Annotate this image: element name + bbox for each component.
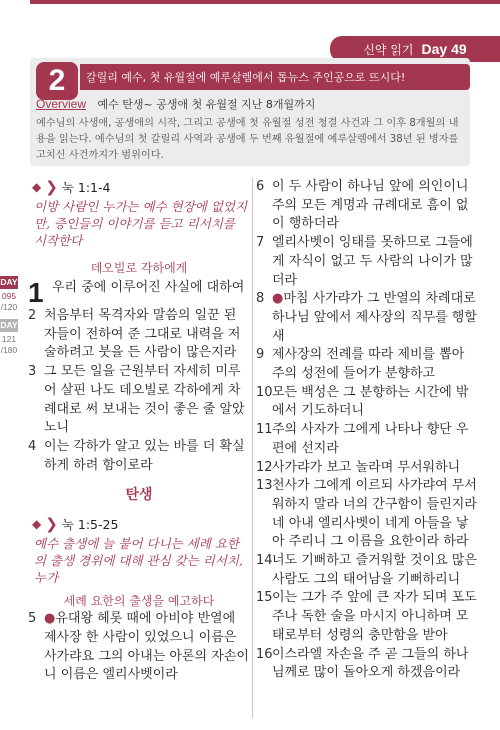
verse-7: 7 엘리사벳이 잉태를 못하므로 그들에게 자식이 없고 두 사람의 나이가 많더라 <box>256 235 473 288</box>
reference-2 <box>32 515 250 533</box>
overview-label: Overview <box>36 97 87 111</box>
reference-1 <box>32 178 250 196</box>
verse-12: 12 사가랴가 보고 놀라며 무서워하니 <box>256 459 461 475</box>
verse-text: 우리 중에 이루어진 사실에 대하여 <box>52 280 245 295</box>
verse-5: 5 ●유대왕 헤롯 때에 아비야 반열에 제사장 한 사람이 있었으니 이름은 사가랴요 그의 아내는 아론의 자손이니 이름은 엘리사벳이라 <box>28 611 249 683</box>
verse-3: 3 그 모든 일을 근원부터 자세히 미루어 살핀 나도 데오빌로 각하에게 차례대로 써 보내는 것이 좋은 줄 알았노니 <box>28 364 245 436</box>
verse-8: 8 ●마침 사가랴가 그 반열의 차례대로 하나님 앞에서 제사장의 직무를 행할새 <box>256 291 477 344</box>
day-marker <box>0 276 18 356</box>
diamond-icon: ◆ <box>32 180 42 194</box>
subheading-2: 세례 요한의 출생을 예고하다 <box>63 594 215 609</box>
bullet-icon: ● <box>44 611 56 627</box>
section-headline: 갈릴리 예수, 첫 유월절에 예루살렘에서 톱뉴스 주인공으로 뜨시다! <box>80 64 470 90</box>
column-divider <box>252 178 253 718</box>
right-column <box>256 178 480 683</box>
verse-2: 2 처음부터 목격자와 말씀의 일꾼 된 자들이 전하여 준 그대로 내력을 저술하려고 붓을 든 사람이 많은지라 <box>28 308 241 361</box>
verse-1 <box>28 279 250 307</box>
chevron-icon: ❯ <box>45 515 58 534</box>
reading-label: 신약 읽기 <box>363 42 414 57</box>
top-bar <box>30 0 500 4</box>
verse-16: 16 이스라엘 자손을 주 곧 그들의 하나님께로 많이 돌아오게 하겠음이라 <box>256 646 469 681</box>
subheading-1: 데오빌로 각하에게 <box>90 261 188 275</box>
chevron-icon: ❯ <box>45 178 58 196</box>
day-label: DAY <box>0 277 18 287</box>
verse-13: 13 천사가 그에게 이르되 사가랴여 무서워하지 말라 너의 간구함이 들린지라 네 아내 엘리사벳이 네게 아들을 낳아 주리니 그 이름을 요한이라 하라 <box>256 478 477 550</box>
reference-text: 눅 1:1-4 <box>61 180 111 195</box>
verse-4: 4 이는 각하가 알고 있는 바를 더 확실하게 하려 함이로라 <box>28 438 245 473</box>
reference-text: 눅 1:5-25 <box>61 517 119 533</box>
verse-14: 14 너도 기뻐하고 즐거워할 것이요 많은 사람도 그의 태어남을 기뻐하리니 <box>256 553 477 587</box>
diamond-icon: ◆ <box>32 517 42 532</box>
day-top-1: 095 <box>1 291 17 301</box>
day-bottom-2: /180 <box>0 345 18 355</box>
verse-10: 10 모든 백성은 그 분향하는 시간에 밖에서 기도하더니 <box>256 384 469 419</box>
day-label-2: DAY <box>0 320 18 330</box>
section-number: 2 <box>36 62 78 100</box>
day-top-2: 121 <box>1 334 17 344</box>
overview-title: 예수 탄생~ 공생애 첫 유월절 지난 8개월까지 <box>97 98 316 111</box>
verse-11: 11 주의 사자가 그에게 나타나 향단 우편에 선지라 <box>256 422 469 456</box>
overview-row <box>36 96 315 112</box>
overview-text: 예수님의 사생애, 공생애의 시작, 그리고 공생애 첫 유월절 성전 청결 사건과 그 이후 8개월의 내용을 읽는다. 예수님의 첫 갈릴리 사역과 공생애 두 번째 유월절에 예루살렘에서 38년 된 병자를 고치신 사건까지가 범위이다. <box>36 118 459 161</box>
intro-1: 이방 사람인 누가는 예수 현장에 없었지만, 증인들의 이야기를 듣고 리서치를 시작한다 <box>34 199 248 248</box>
chapter-number: 1 <box>28 277 44 308</box>
verse-6: 6 이 두 사람이 하나님 앞에 의인이니 주의 모든 계명과 규례대로 흠이 없이 행하더라 <box>256 179 469 232</box>
verse-15: 15 이는 그가 주 앞에 큰 자가 되며 포도주나 독한 술을 마시지 아니하며 모태로부터 성령의 충만함을 받아 <box>256 590 477 643</box>
day-bottom-1: /120 <box>0 302 18 312</box>
day-number: Day 49 <box>421 41 467 57</box>
section-title: 탄생 <box>125 487 153 504</box>
left-column <box>28 178 250 685</box>
intro-2: 예수 출생에 늘 붙어 다니는 세례 요한의 출생 경위에 대해 관심 갖는 리서치, 누가 <box>34 536 243 586</box>
verse-9: 9 제사장의 전례를 따라 제비를 뽑아 주의 성전에 들어가 분향하고 <box>256 347 465 382</box>
bullet-icon: ● <box>272 291 284 307</box>
